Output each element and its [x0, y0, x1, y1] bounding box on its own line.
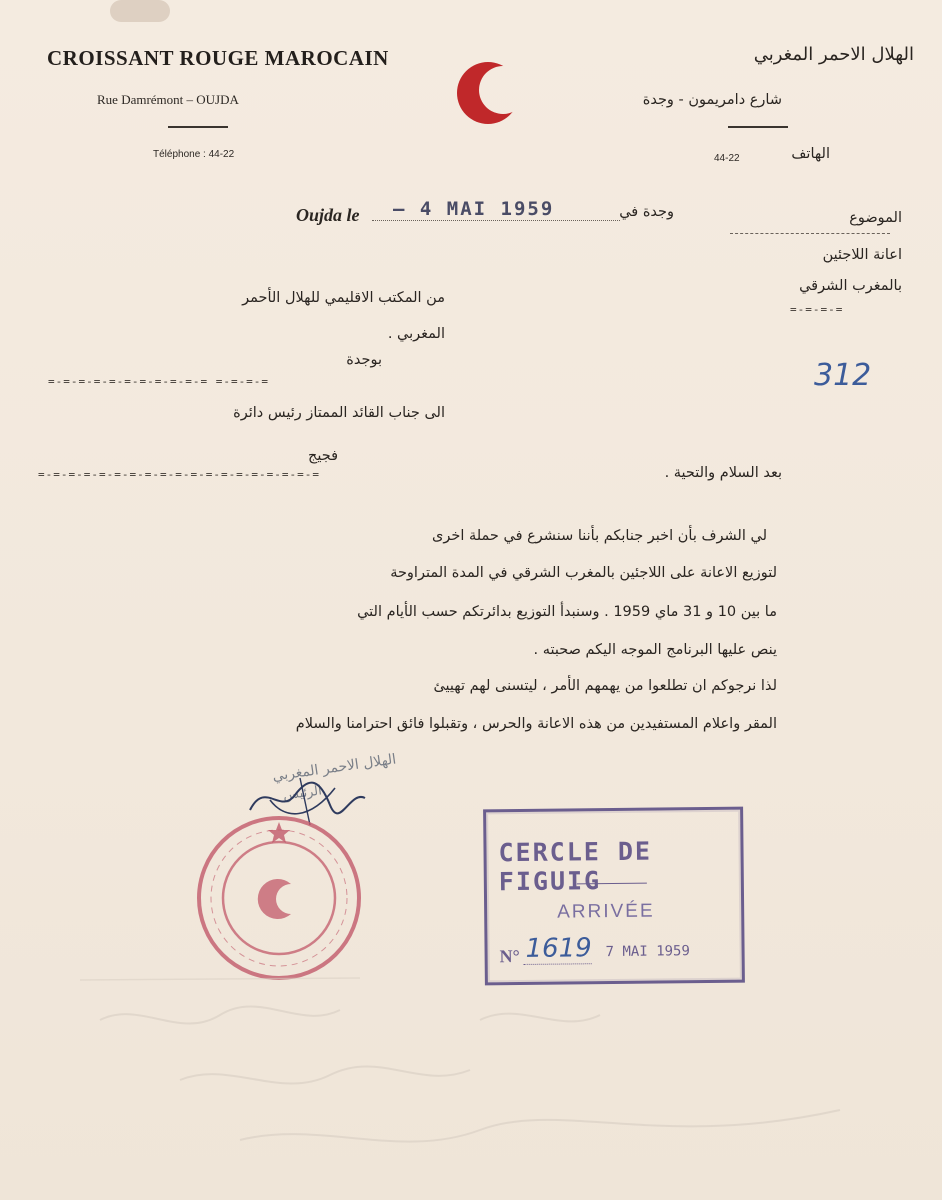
arrival-stamp-date: 7 MAI 1959 — [605, 943, 690, 961]
date-label-ar: وجدة في — [619, 204, 674, 220]
handwritten-reference-number: 312 — [814, 358, 872, 393]
from-line-3: بوجدة — [346, 352, 382, 368]
arrival-stamp-number-label: N° — [499, 945, 520, 967]
body-line-3: ما بين 10 و 31 ماي 1959 . وسنبدأ التوزيع بدائرتكم حسب الأيام التي — [357, 604, 777, 620]
address-ar: شارع دامريمون - وجدة — [642, 92, 782, 108]
round-seal — [193, 812, 365, 984]
paper-stain — [110, 0, 170, 22]
arrival-stamp — [483, 807, 745, 986]
date-underline — [372, 220, 620, 221]
phone-ar-label: الهاتف — [791, 146, 830, 162]
to-rule: =-=-=-=-=-=-=-=-=-=-=-=-=-=-=-=-=-=-= — [38, 468, 321, 481]
from-line-1: من المكتب الاقليمي للهلال الأحمر — [242, 290, 445, 306]
org-name-ar: الهلال الاحمر المغربي — [753, 44, 914, 65]
to-line-2: فجيج — [307, 448, 338, 464]
subject-label: الموضوع — [849, 210, 902, 226]
body-line-4: ينص عليها البرنامج الموجه اليكم صحبته . — [533, 642, 777, 658]
from-rule: =-=-=-=-=-=-=-=-=-=-= =-=-=-= — [48, 375, 270, 388]
arrival-stamp-number: 1619 — [525, 933, 592, 964]
subject-line-1: اعانة اللاجئين — [822, 247, 902, 263]
faint-show-through — [60, 960, 880, 1180]
phone-fr: Téléphone : 44-22 — [153, 149, 235, 160]
greeting: بعد السلام والتحية . — [664, 465, 782, 481]
to-line-1: الى جناب القائد الممتاز رئيس دائرة — [233, 405, 445, 421]
letterhead-ornament-right — [728, 126, 788, 128]
body-line-2: لتوزيع الاعانة على اللاجئين بالمغرب الشرقي في المدة المتراوحة — [390, 565, 777, 581]
subject-underline — [730, 233, 890, 234]
signature-title: الرئيس — [282, 783, 323, 804]
phone-ar-number: 44-22 — [714, 153, 740, 164]
red-crescent-emblem-icon — [455, 60, 525, 130]
org-name-fr: CROISSANT ROUGE MAROCAIN — [47, 46, 389, 70]
from-line-2: المغربي . — [387, 326, 445, 342]
letterhead-ornament-left — [168, 126, 228, 128]
body-line-5: لذا نرجوكم ان تطلعوا من يهمهم الأمر ، ليتسنى لهم تهييئ — [433, 678, 777, 694]
subject-line-2: بالمغرب الشرقي — [799, 278, 902, 294]
date-stamp: – 4 MAI 1959 — [393, 198, 555, 220]
body-line-1: لي الشرف بأن اخبر جنابكم بأننا سنشرع في حملة اخرى — [432, 528, 767, 544]
subject-rule: =-=-=-= — [790, 303, 844, 316]
address-fr: Rue Damrémont – OUJDA — [97, 92, 239, 107]
arrival-stamp-title: CERCLE DE FIGUIG — [498, 836, 653, 897]
date-label-fr: Oujda le — [296, 205, 360, 225]
arrival-stamp-status: ARRIVÉE — [557, 900, 655, 923]
signature-stamp-text: الهلال الاحمر المغربي — [271, 751, 398, 785]
body-line-6: المقر واعلام المستفيدين من هذه الاعانة والحرس ، وتقبلوا فائق احترامنا والسلام — [295, 716, 777, 732]
